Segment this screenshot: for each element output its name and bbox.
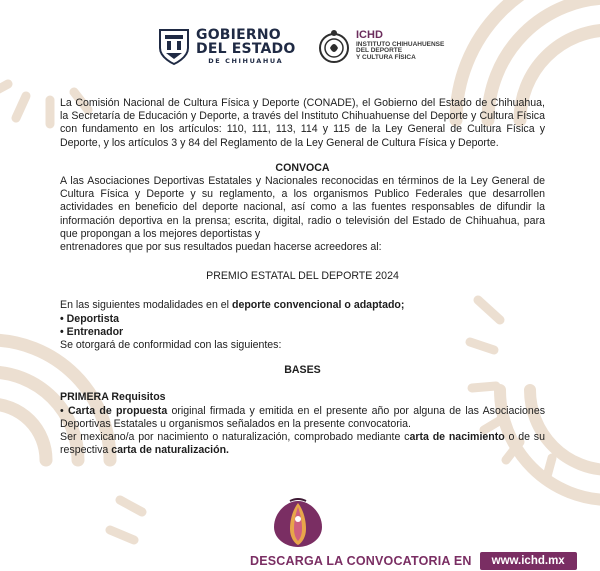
- ichd-title: ICHD: [356, 29, 383, 41]
- footer-bar: [250, 552, 577, 570]
- ichd-logo: [316, 24, 444, 68]
- announcement-body: [60, 97, 545, 457]
- requisito-2-text: Ser mexicano/a por nacimiento o naturalización, comprobado mediante c: [60, 431, 410, 444]
- requisito-carta-propuesta: [60, 405, 545, 431]
- requisito-2-mid: o de su respectiva: [60, 431, 545, 457]
- premio-title: PREMIO ESTATAL DEL DEPORTE 2024: [206, 270, 399, 283]
- bullet-deportista: [60, 313, 545, 326]
- bullet-entrenador-text: • Entrenador: [60, 325, 124, 338]
- convoca-heading: CONVOCA: [275, 161, 330, 174]
- gobierno-logo: [158, 26, 295, 66]
- bases-heading: BASES: [284, 364, 321, 377]
- ichd-subtitle-2: DEL DEPORTE: [356, 47, 403, 55]
- state-shield-icon: [158, 26, 190, 66]
- footer-download-text: DESCARGA LA CONVOCATORIA EN: [250, 554, 472, 568]
- modalidades-text: En las siguientes modalidades en el: [60, 299, 232, 312]
- carta-naturalizacion-bold: carta de naturalización.: [111, 444, 229, 457]
- gob-title-line3: DE CHIHUAHUA: [208, 56, 284, 65]
- footer-url-link[interactable]: www.ichd.mx: [480, 552, 577, 570]
- modalidades-line: [60, 299, 545, 312]
- ichd-logo-icon: [316, 24, 352, 68]
- convoca-paragraph: A las Asociaciones Deportivas Estatales y Nacionales reconocidas en términos de la Ley General de Cultura Física y Deporte y su reglamento, a los organismos Publico Federales que desarrollen actividades en beneficio del deporte nacional, así como a las fuentes responsables de difundir la información deportiva en la prensa; escrita, digital, radio o televisión del Estado de Chihuahua, para que propongan a los mejores deportistas y: [60, 175, 545, 240]
- primera-heading-text: PRIMERA Requisitos: [60, 391, 166, 404]
- ichd-subtitle-1: INSTITUTO CHIHUAHUENSE: [356, 40, 445, 48]
- gob-title-line2: DEL ESTADO: [196, 40, 296, 57]
- gob-title-line1: GOBIERNO: [196, 26, 281, 43]
- carta-nacimiento-bold: arta de nacimiento: [409, 431, 505, 444]
- otorgara-line: Se otorgará de conformidad con las siguientes:: [60, 339, 282, 352]
- carta-propuesta-bold: Carta de propuesta: [68, 404, 168, 417]
- bullet-deportista-text: • Deportista: [60, 312, 120, 325]
- intro-paragraph: La Comisión Nacional de Cultura Física y Deporte (CONADE), el Gobierno del Estado de Chihuahua, la Secretaría de Educación y Deporte, a través del Instituto Chihuahuense del Deporte y Cultura Física con fundamento en los artículos: 110, 111, 113, 114 y 115 de la Ley General de Cultura Física y Deporte, y los artículos 3 y 84 del Reglamento de la Ley General de Cultura Física y Deporte.: [60, 97, 545, 149]
- requisito-1-text: original firmada y emitida en el presente año por alguna de las Asociaciones Deportivas Estatales u organismos señalados en la presente convocatoria.: [60, 404, 546, 430]
- ichd-subtitle-3: Y CULTURA FÍSICA: [356, 54, 416, 62]
- requisito-nacionalidad: [60, 431, 545, 457]
- modalidades-emphasis: deporte convencional o adaptado;: [231, 299, 405, 312]
- ichd-emblem-icon: [270, 497, 326, 549]
- primera-heading: [60, 391, 545, 404]
- bullet-entrenador: [60, 326, 545, 339]
- requisito-bullet: •: [60, 404, 68, 417]
- convoca-paragraph-end: entrenadores que por sus resultados puedan hacerse acreedores al:: [60, 241, 382, 254]
